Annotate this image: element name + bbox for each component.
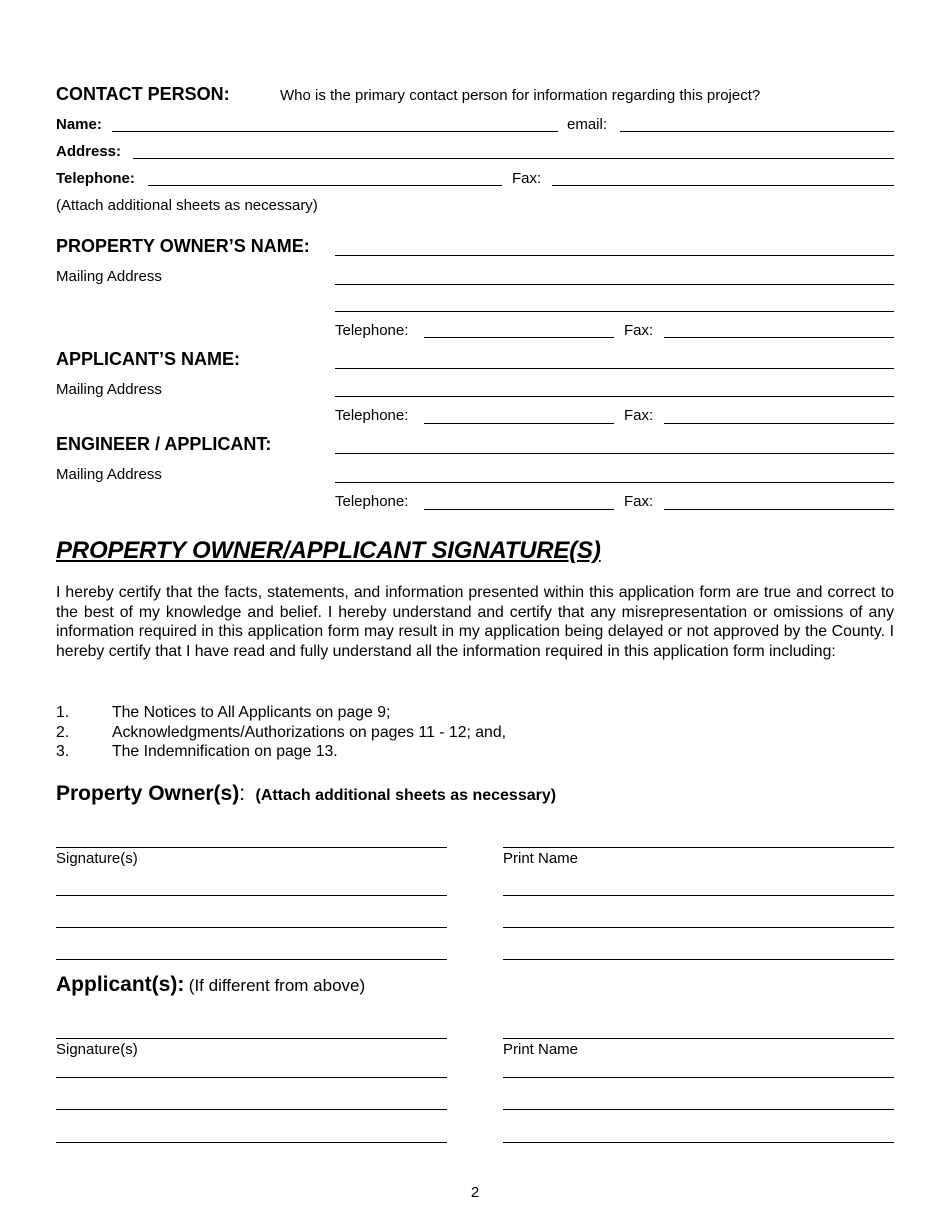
- name-field[interactable]: [112, 131, 558, 132]
- applicants-note: (If different from above): [188, 976, 366, 995]
- list-item-text: The Notices to All Applicants on page 9;: [112, 704, 391, 721]
- applicant-telephone-label: Telephone:: [335, 407, 409, 424]
- fax-label: Fax:: [512, 170, 542, 187]
- signature-section-title: PROPERTY OWNER/APPLICANT SIGNATURE(S): [56, 537, 601, 564]
- owner-mailing-label: Mailing Address: [56, 268, 162, 285]
- list-item: [56, 743, 894, 763]
- address-field[interactable]: [133, 158, 894, 159]
- owner-print-name-line-4[interactable]: [503, 959, 894, 960]
- engineer-mailing-label: Mailing Address: [56, 466, 162, 483]
- owners-note: (Attach additional sheets as necessary): [255, 787, 557, 804]
- list-item: [56, 704, 894, 724]
- applicants-heading-row: [56, 973, 365, 997]
- applicant-print-name-line-2[interactable]: [503, 1077, 894, 1078]
- email-field[interactable]: [620, 131, 894, 132]
- list-item: [56, 724, 894, 744]
- applicant-signature-label: Signature(s): [56, 1041, 138, 1058]
- engineer-mailing-field[interactable]: [335, 482, 894, 483]
- engineer-telephone-label: Telephone:: [335, 493, 409, 510]
- list-item-number: 1.: [56, 704, 70, 721]
- owner-print-name-line-1[interactable]: [503, 847, 894, 848]
- engineer-fax-field[interactable]: [664, 509, 894, 510]
- list-item-text: The Indemnification on page 13.: [112, 743, 338, 760]
- owner-fax-field[interactable]: [664, 337, 894, 338]
- applicant-print-name-line-1[interactable]: [503, 1038, 894, 1039]
- list-item-number: 2.: [56, 724, 70, 741]
- owner-mailing-field-2[interactable]: [335, 311, 894, 312]
- owner-signature-line-3[interactable]: [56, 927, 447, 928]
- owner-print-name-line-2[interactable]: [503, 895, 894, 896]
- owners-heading-row: Property Owner(s): (Attach additional sheets as necessary): [56, 782, 557, 805]
- email-label: email:: [567, 116, 608, 133]
- owner-telephone-field[interactable]: [424, 337, 614, 338]
- applicant-fax-field[interactable]: [664, 423, 894, 424]
- list-item-text: Acknowledgments/Authorizations on pages 11 - 12; and,: [112, 724, 506, 741]
- list-item-number: 3.: [56, 743, 70, 760]
- fax-field[interactable]: [552, 185, 894, 186]
- applicant-signature-line-1[interactable]: [56, 1038, 447, 1039]
- engineer-fax-label: Fax:: [624, 493, 654, 510]
- applicant-mailing-field[interactable]: [335, 396, 894, 397]
- owner-signature-label: Signature(s): [56, 850, 138, 867]
- applicant-signature-line-2[interactable]: [56, 1077, 447, 1078]
- owner-fax-label: Fax:: [624, 322, 654, 339]
- engineer-heading: ENGINEER / APPLICANT:: [56, 434, 272, 454]
- telephone-field[interactable]: [148, 185, 502, 186]
- applicant-fax-label: Fax:: [624, 407, 654, 424]
- engineer-name-field[interactable]: [335, 453, 894, 454]
- owner-signature-line-4[interactable]: [56, 959, 447, 960]
- certification-paragraph: I hereby certify that the facts, statements, and information presented within this application form are true and correct to the best of my knowledge and belief. I hereby understand and certify that any misrepresentation or omissions of any information required in this application form may result in my application being delayed or not approved by the County. I hereby certify that I have read and fully understand all the information required in this application form including:: [56, 584, 894, 660]
- attach-note: (Attach additional sheets as necessary): [56, 197, 318, 214]
- applicant-signature-line-4[interactable]: [56, 1142, 447, 1143]
- owner-heading: PROPERTY OWNER’S NAME:: [56, 236, 310, 256]
- owners-heading: Property Owner(s): [56, 782, 240, 805]
- owner-print-name-label: Print Name: [503, 850, 579, 867]
- owner-name-field[interactable]: [335, 255, 894, 256]
- engineer-telephone-field[interactable]: [424, 509, 614, 510]
- applicant-print-name-line-3[interactable]: [503, 1109, 894, 1110]
- applicant-telephone-field[interactable]: [424, 423, 614, 424]
- applicant-print-name-label: Print Name: [503, 1041, 579, 1058]
- applicant-name-field[interactable]: [335, 368, 894, 369]
- owner-telephone-label: Telephone:: [335, 322, 409, 339]
- telephone-label: Telephone:: [56, 170, 135, 187]
- address-label: Address:: [56, 143, 122, 160]
- applicant-print-name-line-4[interactable]: [503, 1142, 894, 1143]
- applicant-signature-line-3[interactable]: [56, 1109, 447, 1110]
- owner-print-name-line-3[interactable]: [503, 927, 894, 928]
- contact-question: Who is the primary contact person for information regarding this project?: [280, 87, 761, 104]
- applicant-mailing-label: Mailing Address: [56, 381, 162, 398]
- contact-heading: CONTACT PERSON:: [56, 84, 230, 104]
- applicant-heading: APPLICANT’S NAME:: [56, 349, 240, 369]
- owner-mailing-field-1[interactable]: [335, 284, 894, 285]
- owner-signature-line-2[interactable]: [56, 895, 447, 896]
- page-number: 2: [470, 1184, 480, 1201]
- applicants-heading: Applicant(s):: [56, 973, 185, 996]
- name-label: Name:: [56, 116, 102, 133]
- owner-signature-line-1[interactable]: [56, 847, 447, 848]
